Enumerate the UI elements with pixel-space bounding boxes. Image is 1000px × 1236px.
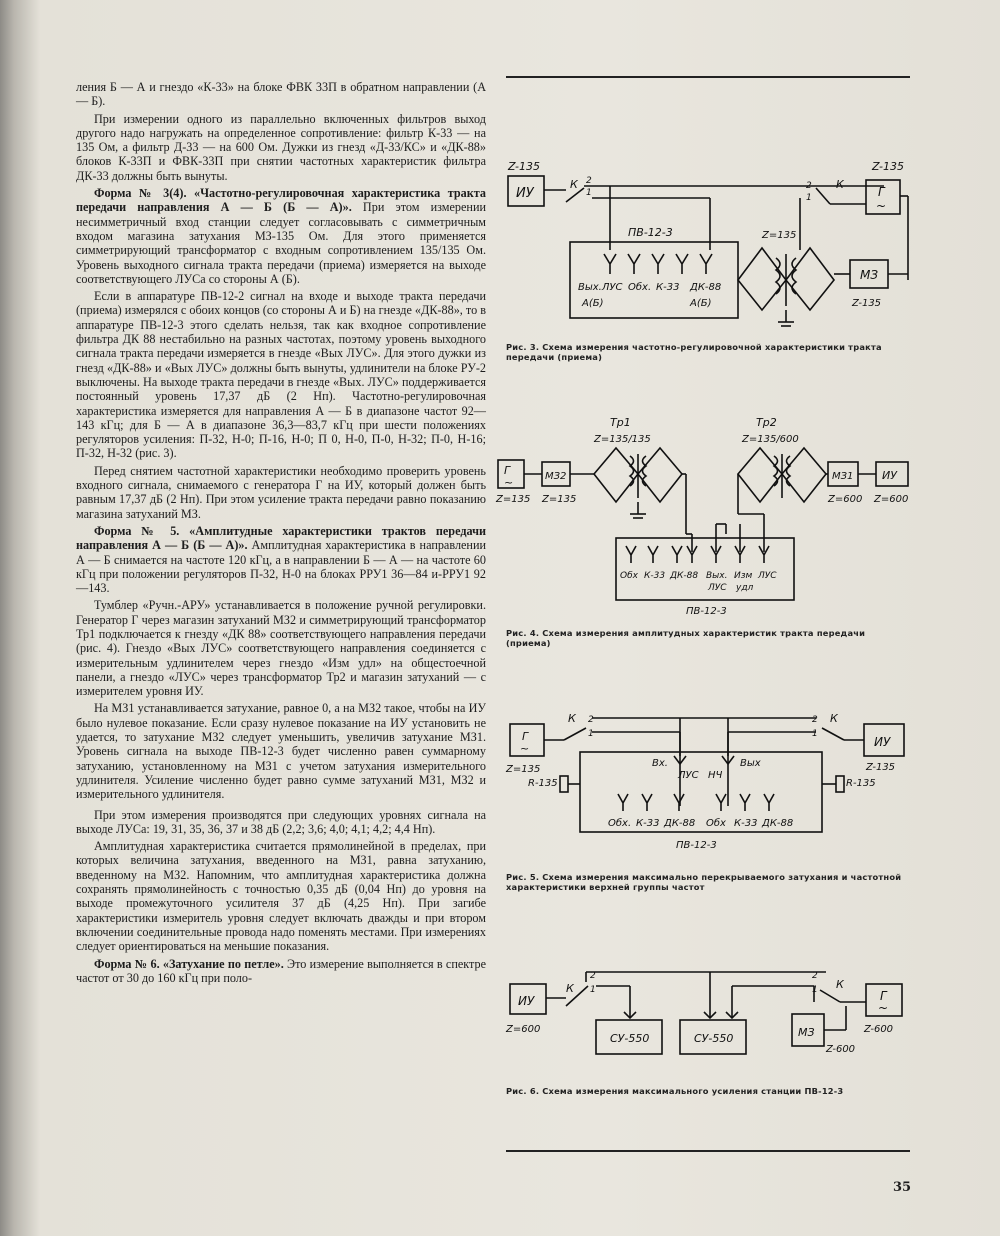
svg-text:~: ~ bbox=[876, 199, 887, 213]
figure-6 bbox=[500, 962, 920, 1062]
svg-text:ДК-88: ДК-88 bbox=[664, 818, 696, 829]
transformer-tp1 bbox=[594, 448, 682, 518]
svg-text:1: 1 bbox=[588, 729, 594, 739]
svg-text:К-33: К-33 bbox=[644, 571, 666, 581]
svg-text:1: 1 bbox=[590, 985, 596, 995]
form-heading: Форма № 3(4). «Частотно-регулировочная характеристика тракта передачи направления А — Б (Б — А)». bbox=[76, 186, 486, 215]
svg-text:2: 2 bbox=[806, 181, 812, 191]
svg-text:Z=135/135: Z=135/135 bbox=[594, 434, 651, 445]
svg-text:Изм: Изм bbox=[734, 571, 753, 581]
svg-text:МЗ1: МЗ1 bbox=[832, 471, 854, 482]
paragraph: Амплитудная характеристика считается прямолинейной в пределах, при которых величина затухания, введенного на МЗ1, равна затуханию, введенному на МЗ2. Напомним, что амплитудная характеристика должна сохранять прямолинейность с точностью 0,35 дБ (0,04 Нп) до уровня на выходе промежуточного усилителя 37 дБ (4,25 Нп). При загибе характеристики измеритель уровня следует включать дважды и при втором включении соединительные провода надо поменять местами. При измерениях следует ориентироваться на меньшие показания. bbox=[76, 839, 486, 954]
svg-text:ДК-88: ДК-88 bbox=[670, 571, 699, 581]
svg-text:К: К bbox=[836, 978, 844, 991]
pv-block bbox=[616, 538, 794, 600]
svg-text:ЛУС: ЛУС bbox=[758, 571, 777, 581]
svg-text:Вых.: Вых. bbox=[706, 571, 728, 581]
svg-text:2: 2 bbox=[812, 715, 818, 725]
svg-text:Г: Г bbox=[504, 464, 511, 477]
svg-text:2: 2 bbox=[588, 715, 594, 725]
svg-text:2: 2 bbox=[812, 971, 818, 981]
svg-text:Г: Г bbox=[522, 730, 529, 743]
label: Z-135 bbox=[508, 160, 540, 173]
svg-text:~: ~ bbox=[878, 1001, 889, 1015]
svg-text:1: 1 bbox=[812, 729, 818, 739]
bottom-rule bbox=[506, 1150, 910, 1152]
paragraph: При измерении одного из параллельно включенных фильтров выход другого надо нагружать на определенное сопротивление: фильтр К-33 — на 135 Ом, а фильтр Д-33 — на 600 Ом. Дужки из гнезд «Д-33/КС» и «ДК-88» блоков К-33П и ФВК-33П при снятии частотных характеристик фильтра ДК-33 должны быть вынуты. bbox=[76, 111, 486, 183]
svg-text:Z-600: Z-600 bbox=[864, 1024, 894, 1035]
svg-text:К-33: К-33 bbox=[656, 282, 680, 293]
paragraph: Форма № 3(4). «Частотно-регулировочная характеристика тракта передачи направления А — Б (Б — А)». При этом измерении несимметричный вход станции следует согласовывать с симметричным входом магазина затухания МЗ-135 Ом. Для этого применяется симметрирующий трансформатор с входным сопротивлением 135/135 Ом. Уровень выходного сигнала тракта передачи (приема) измеряется на выходе соответствующего ЛУСа со стороны А (Б). bbox=[76, 186, 486, 286]
label: ПВ-12-3 bbox=[628, 226, 673, 239]
svg-text:СУ-550: СУ-550 bbox=[610, 1032, 650, 1045]
svg-text:Z=600: Z=600 bbox=[828, 494, 863, 505]
svg-text:К: К bbox=[568, 712, 576, 725]
paragraph: Форма № 5. «Амплитудные характеристики трактов передачи направления А — Б (Б — А)». Амплитудная характеристика в направлении А — Б снимается на частоте 120 кГц, а в направлении Б — А — на частоте 60 кГц при положении регуляторов П-32, Н-0 на блоках РРУ1 36—84 и-РРУ1 92—143. bbox=[76, 523, 486, 596]
transformer bbox=[738, 248, 834, 326]
svg-text:удл: удл bbox=[736, 583, 754, 593]
svg-text:Вых: Вых bbox=[740, 758, 761, 769]
figure-6-caption: Рис. 6. Схема измерения максимального усиления станции ПВ-12-3 bbox=[506, 1086, 844, 1096]
svg-text:R-135: R-135 bbox=[846, 778, 876, 789]
svg-text:Обх.: Обх. bbox=[608, 818, 632, 829]
svg-text:Обх.: Обх. bbox=[628, 282, 652, 293]
svg-text:К-33: К-33 bbox=[636, 818, 660, 829]
svg-text:Z=135: Z=135 bbox=[762, 230, 797, 241]
svg-text:Z=600: Z=600 bbox=[874, 494, 909, 505]
svg-text:Обх: Обх bbox=[620, 571, 638, 581]
svg-text:Z=600: Z=600 bbox=[506, 1024, 541, 1035]
paragraph: На МЗ1 устанавливается затухание, равное 0, а на МЗ2 такое, чтобы на ИУ было нулевое показание. Если сразу нулевое показание на ИУ установить не удается, то затухание МЗ2 следует уменьшить, увеличив затухание МЗ1. Уровень сигнала на выходе ПВ-12-3 будет численно равен суммарному затуханию, установленному на МЗ1 с учетом затухания измерительного удлинителя. Усиление численно будет равно сумме затуханий МЗ1, МЗ2 и измерительного удлинителя. bbox=[76, 701, 486, 802]
svg-text:Z=135/600: Z=135/600 bbox=[742, 434, 799, 445]
figure-5 bbox=[500, 706, 920, 862]
svg-text:Тр1: Тр1 bbox=[610, 416, 631, 429]
svg-text:Вх.: Вх. bbox=[652, 758, 668, 769]
label: ИУ bbox=[516, 186, 534, 201]
paragraph: Если в аппаратуре ПВ-12-2 сигнал на входе и выходе тракта передачи (приема) измерялся с обоих концов (со стороны А и Б) на гнезде «ДК-88», то в аппаратуре ПВ-12-3 этого сделать нельзя, так как входное сопротивление фильтра ДК 88 нестабильно на разных частотах, поэтому уровень выходного сигнала тракта передачи измеряется в гнезде «Вых ЛУС». Для этого дужки из гнезд «ДК-88» и «Вых ЛУС» должны быть вынуты, удлинители на блоке РУ-2 выключены. На выходе тракта передачи в гнезде «Вых. ЛУС» поддерживается постоянный уровень 17,37 дБ (2 Нп). Частотно-регулировочная характеристика измеряется для направления А — Б в диапазоне частот 92—143 кГц; для Б — А в диапазоне 36,3—83,7 кГц при шести положениях регуляторов усиления: П-32, Н-0; П-16, Н-0; П 0, Н-0, П-0, Н-32; П-0, Н-16; П-32, Н-32 (рис. 3). bbox=[76, 289, 486, 461]
form-heading: Форма № 6. «Затухание по петле». bbox=[94, 956, 284, 971]
svg-text:НЧ: НЧ bbox=[708, 770, 723, 781]
svg-text:К: К bbox=[830, 712, 838, 725]
svg-text:Г: Г bbox=[878, 185, 885, 199]
svg-text:~: ~ bbox=[520, 742, 530, 755]
svg-text:Z-135: Z-135 bbox=[852, 298, 882, 309]
svg-text:1: 1 bbox=[586, 188, 592, 198]
svg-text:Z-135: Z-135 bbox=[872, 160, 904, 173]
form-heading: Форма № 5. «Амплитудные характеристики трактов передачи направления А — Б (Б — А)». bbox=[76, 523, 486, 553]
svg-text:ИУ: ИУ bbox=[882, 469, 897, 482]
resistor bbox=[836, 776, 844, 792]
svg-text:СУ-550: СУ-550 bbox=[694, 1032, 734, 1045]
svg-text:К: К bbox=[836, 178, 844, 191]
svg-text:Тр2: Тр2 bbox=[756, 416, 777, 429]
svg-text:Z=135: Z=135 bbox=[506, 764, 541, 775]
svg-text:~: ~ bbox=[504, 476, 514, 489]
svg-text:МЗ: МЗ bbox=[860, 268, 879, 282]
top-rule bbox=[506, 76, 910, 78]
figure-3-caption: Рис. 3. Схема измерения частотно-регулировочной характеристики тракта передачи (приема) bbox=[506, 342, 882, 362]
svg-text:МЗ2: МЗ2 bbox=[545, 471, 567, 482]
page-number: 35 bbox=[893, 1180, 912, 1195]
svg-text:Z=135: Z=135 bbox=[496, 494, 531, 505]
svg-text:1: 1 bbox=[812, 985, 818, 995]
svg-text:Z=135: Z=135 bbox=[542, 494, 577, 505]
svg-text:Г: Г bbox=[880, 989, 887, 1003]
figure-4 bbox=[494, 414, 914, 620]
svg-text:2: 2 bbox=[586, 176, 592, 186]
paragraph: Форма № 6. «Затухание по петле». Это измерение выполняется в спектре частот от 30 до 160 кГц при поло- bbox=[76, 956, 486, 985]
svg-text:К-33: К-33 bbox=[734, 818, 758, 829]
svg-text:А(Б): А(Б) bbox=[582, 298, 604, 309]
svg-text:Обх: Обх bbox=[706, 818, 726, 829]
jack-row bbox=[618, 794, 774, 811]
svg-text:ПВ-12-3: ПВ-12-3 bbox=[676, 840, 717, 851]
jack-row bbox=[626, 546, 769, 563]
svg-text:Z-600: Z-600 bbox=[826, 1044, 856, 1055]
svg-text:1: 1 bbox=[806, 193, 812, 203]
svg-text:К: К bbox=[566, 982, 574, 995]
svg-text:ИУ: ИУ bbox=[874, 735, 891, 749]
figure-5-caption: Рис. 5. Схема измерения максимально перекрываемого затухания и частотной характеристики верхней группы частот bbox=[506, 872, 902, 892]
paragraph: ления Б — А и гнездо «К-33» на блоке ФВК 33П в обратном направлении (А — Б). bbox=[76, 80, 486, 109]
svg-text:R-135: R-135 bbox=[528, 778, 558, 789]
svg-text:ПВ-12-3: ПВ-12-3 bbox=[686, 606, 727, 617]
svg-text:ДК-88: ДК-88 bbox=[690, 282, 722, 293]
svg-text:А(Б): А(Б) bbox=[690, 298, 712, 309]
svg-text:ДК-88: ДК-88 bbox=[762, 818, 794, 829]
figure-4-caption: Рис. 4. Схема измерения амплитудных характеристик тракта передачи (приема) bbox=[506, 628, 866, 648]
figure-3 bbox=[500, 150, 920, 330]
transformer-tp2 bbox=[738, 448, 826, 502]
text-column bbox=[76, 80, 486, 988]
svg-text:МЗ: МЗ bbox=[798, 1026, 815, 1039]
jack-row bbox=[604, 254, 712, 274]
label: К bbox=[570, 178, 578, 191]
svg-text:Z-135: Z-135 bbox=[866, 762, 896, 773]
svg-text:ЛУС: ЛУС bbox=[708, 583, 727, 593]
paragraph: При этом измерения производятся при следующих уровнях сигнала на выходе ЛУСа: 19, 31, 35, 36, 37 и 38 дБ (2,2; 3,6; 4,0; 4,1; 4,2; 4,4 Нп). bbox=[76, 807, 486, 836]
svg-text:ИУ: ИУ bbox=[518, 994, 535, 1008]
svg-text:Вых.ЛУС: Вых.ЛУС bbox=[578, 282, 623, 293]
paragraph: Перед снятием частотной характеристики необходимо проверить уровень входного сигнала, снимаемого с генератора Г на ИУ, который должен быть равным 17,37 дБ (2 Нп). При этом усиление тракта передачи равно показанию магазина затуханий МЗ. bbox=[76, 463, 486, 521]
resistor bbox=[560, 776, 568, 792]
paragraph: Тумблер «Ручн.-АРУ» устанавливается в положение ручной регулировки. Генератор Г через магазин затуханий МЗ2 и симметрирующий трансформатор Тр1 подключается к гнезду «ДК 88» соответствующего направления передачи (рис. 4). Гнездо «Вых ЛУС» соответствующего направления соединяется с измерительным удлинителем через гнездо «Изм удл» на общестоечной панели, а гнездо «ЛУС» через трансформатор Тр2 и магазин затуханий — с измерителем уровня ИУ. bbox=[76, 598, 486, 699]
svg-text:2: 2 bbox=[590, 971, 596, 981]
svg-text:ЛУС: ЛУС bbox=[678, 770, 699, 781]
